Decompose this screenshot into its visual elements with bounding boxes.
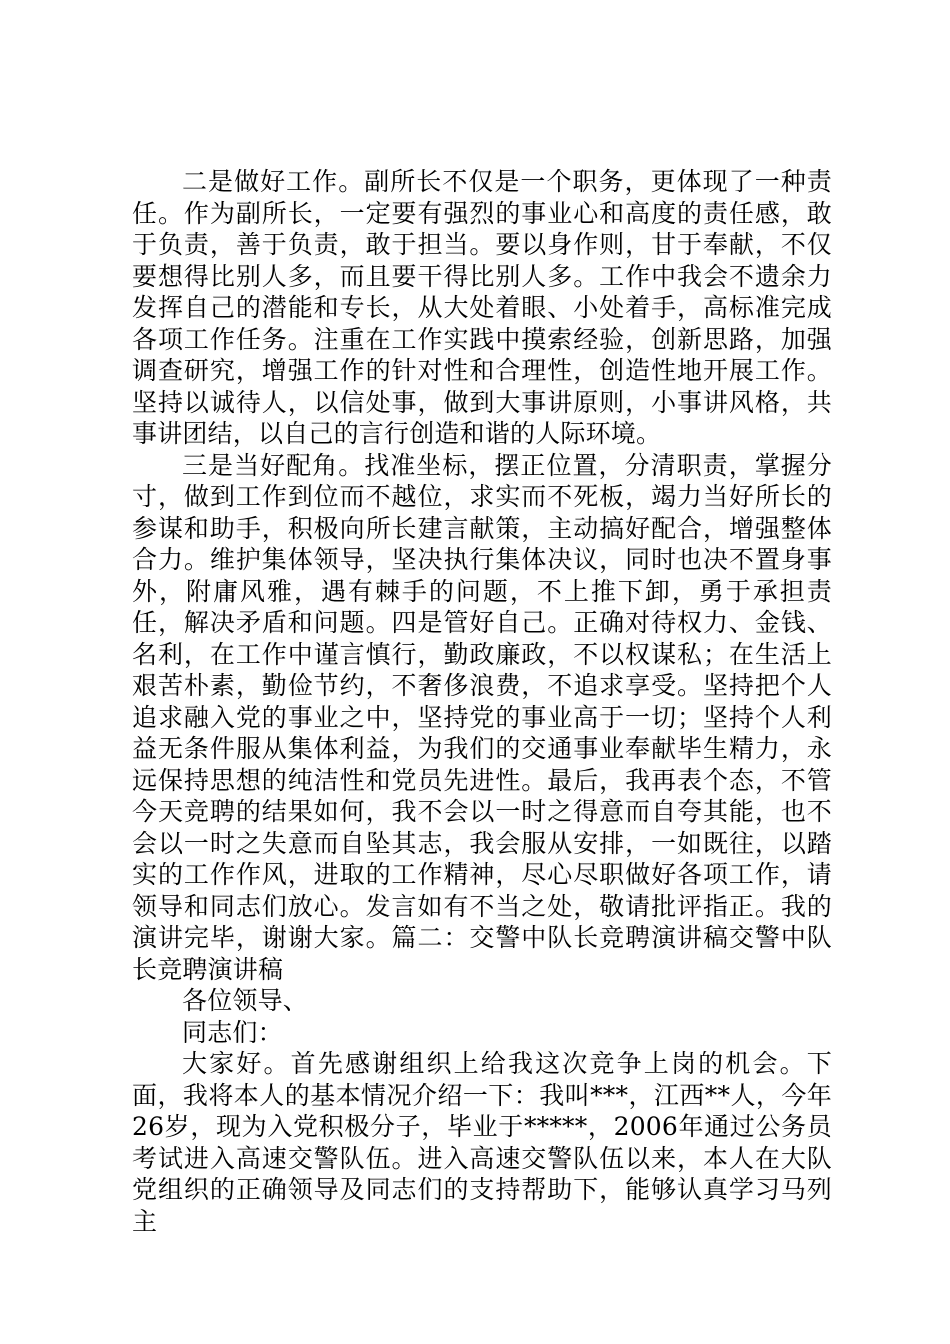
document-page: [132, 166, 832, 1237]
paragraph-duty: 二是做好工作。副所长不仅是一个职务，更体现了一种责任。作为副所长，一定要有强烈的事业心和高度的责任感，敢于负责，善于负责，敢于担当。要以身作则，甘于奉献，不仅要想得比别人多，而且要干得比别人多。工作中我会不遗余力发挥自己的潜能和专长，从大处着眼、小处着手，高标准完成各项工作任务。注重在工作实践中摸索经验，创新思路，加强调查研究，增强工作的针对性和合理性，创造性地开展工作。坚持以诚待人，以信处事，做到大事讲原则，小事讲风格，共事讲团结，以自己的言行创造和谐的人际环境。: [132, 167, 832, 448]
paragraph-supporting-role: 三是当好配角。找准坐标，摆正位置，分清职责，掌握分寸，做到工作到位而不越位，求实而不死板，竭力当好所长的参谋和助手，积极向所长建言献策，主动搞好配合，增强整体合力。维护集体领导，坚决执行集体决议，同时也决不置身事外，附庸风雅，遇有棘手的问题，不上推下卸，勇于承担责任，解决矛盾和问题。四是管好自己。正确对待权力、金钱、名利，在工作中谨言慎行，勤政廉政，不以权谋私；在生活上艰苦朴素，勤俭节约，不奢侈浪费，不追求享受。坚持把个人追求融入党的事业之中，坚持党的事业高于一切；坚持个人利益无条件服从集体利益，为我们的交通事业奉献毕生精力，永远保持思想的纯洁性和党员先进性。最后，我再表个态，不管今天竞聘的结果如何，我不会以一时之得意而自夸其能，也不会以一时之失意而自坠其志，我会服从安排，一如既往，以踏实的工作作风，进取的工作精神，尽心尽职做好各项工作，请领导和同志们放心。发言如有不当之处，敬请批评指正。我的演讲完毕，谢谢大家。篇二：交警中队长竞聘演讲稿交警中队长竞聘演讲稿: [132, 450, 832, 984]
salutation-leaders: 各位领导、: [182, 986, 309, 1015]
salutation-comrades: 同志们：: [182, 1017, 283, 1047]
paragraph-introduction: 大家好。首先感谢组织上给我这次竞争上岗的机会。下面，我将本人的基本情况介绍一下：我叫***，江西**人，今年26岁，现为入党积极分子，毕业于*****，2006年通过公务员考试进入高速交警队伍。进入高速交警队伍以来，本人在大队党组织的正确领导及同志们的支持帮助下，能够认真学习马列主: [132, 1049, 832, 1236]
